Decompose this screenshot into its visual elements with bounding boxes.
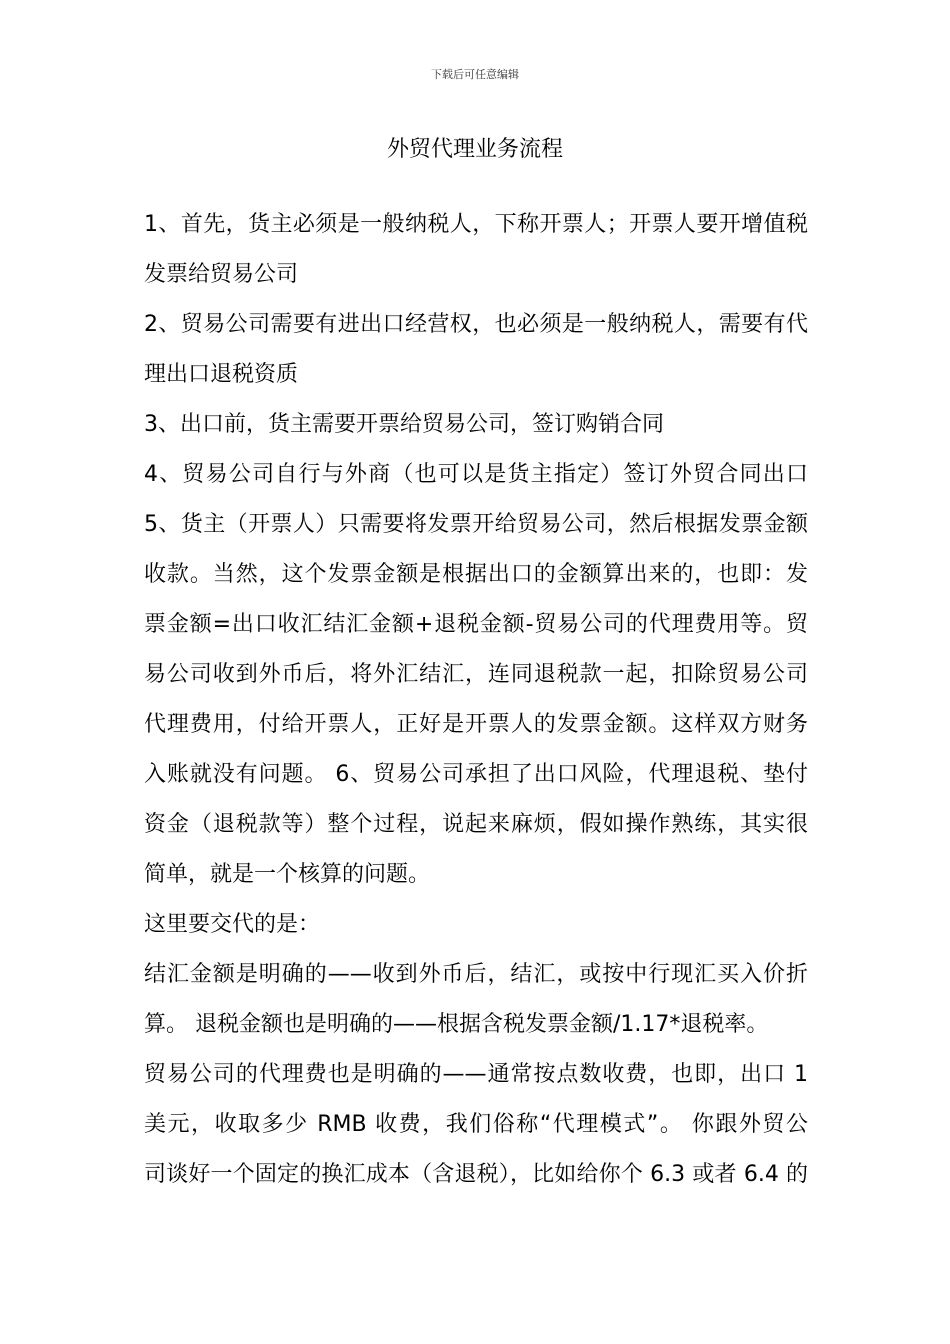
body-line: 简单，就是一个核算的问题。 — [144, 862, 431, 887]
body-line: 入账就没有问题。 6、贸易公司承担了出口风险，代理退税、垫付 — [144, 762, 808, 787]
body-line: 4、贸易公司自行与外商（也可以是货主指定）签订外贸合同出口 — [144, 462, 808, 487]
header-note: 下载后可任意编辑 — [431, 68, 519, 81]
body-line: 2、贸易公司需要有进出口经营权，也必须是一般纳税人，需要有代 — [144, 312, 808, 337]
body-line: 收款。当然，这个发票金额是根据出口的金额算出来的，也即：发 — [144, 562, 808, 587]
body-line: 代理费用，付给开票人，正好是开票人的发票金额。这样双方财务 — [144, 712, 808, 737]
body-line: 这里要交代的是： — [144, 912, 321, 937]
body-line: 5、货主（开票人）只需要将发票开给贸易公司，然后根据发票金额 — [144, 512, 808, 537]
body-line: 司谈好一个固定的换汇成本（含退税），比如给你个 6.3 或者 6.4 的 — [144, 1162, 808, 1187]
body-line: 发票给贸易公司 — [144, 262, 299, 287]
body-line: 1、首先，货主必须是一般纳税人，下称开票人；开票人要开增值税 — [144, 212, 808, 237]
body-line: 结汇金额是明确的——收到外币后，结汇，或按中行现汇买入价折 — [144, 962, 808, 987]
body-line: 票金额=出口收汇结汇金额+退税金额-贸易公司的代理费用等。贸 — [144, 612, 808, 637]
body-line: 理出口退税资质 — [144, 362, 299, 387]
body-line: 算。 退税金额也是明确的——根据含税发票金额/1.17*退税率。 — [144, 1012, 769, 1037]
body-line: 易公司收到外币后，将外汇结汇，连同退税款一起，扣除贸易公司 — [144, 662, 808, 687]
body-line: 美元，收取多少 RMB 收费，我们俗称“代理模式”。 你跟外贸公 — [144, 1112, 808, 1137]
body-line: 贸易公司的代理费也是明确的——通常按点数收费，也即，出口 1 — [144, 1062, 808, 1087]
body-line: 资金（退税款等）整个过程，说起来麻烦，假如操作熟练，其实很 — [144, 812, 808, 837]
body-line: 3、出口前，货主需要开票给贸易公司，签订购销合同 — [144, 412, 664, 437]
document-body — [144, 200, 808, 1200]
document-title: 外贸代理业务流程 — [386, 137, 563, 162]
